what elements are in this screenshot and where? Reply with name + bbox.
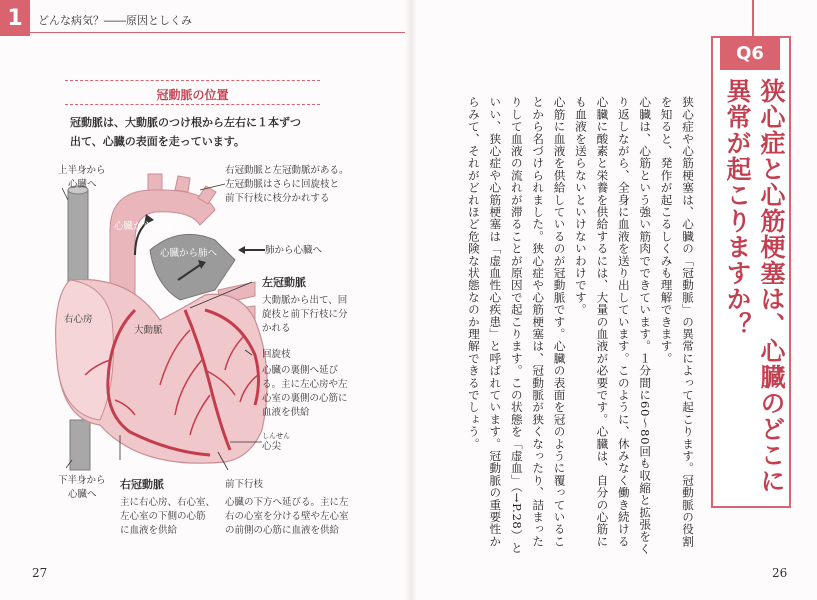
label-lower-to-heart: 心臓へ bbox=[68, 489, 97, 500]
figure-desc-line-1: 冠動脈は、大動脈のつけ根から左右に１本ずつ bbox=[70, 116, 301, 129]
lca-description bbox=[262, 294, 392, 336]
lad-desc-2: 右の心室を分ける壁や左心室 bbox=[225, 511, 349, 522]
lad-description bbox=[225, 496, 395, 538]
circ-desc-1: 心臓の裏側へ延び bbox=[262, 365, 339, 376]
rca-description bbox=[120, 496, 240, 538]
page-number-right: 26 bbox=[772, 566, 788, 580]
label-apex-ruby: しんせん bbox=[262, 432, 290, 440]
body-paragraph-1: 狭心症や心筋梗塞は、心臓の「冠動脈」の異常によって起こります。冠動脈の役割を知ると、発作が起こるしくみも理解できます。 bbox=[659, 96, 695, 548]
label-upper-body: 上半身から bbox=[58, 165, 106, 176]
circ-desc-4: 血液を供給 bbox=[262, 407, 310, 418]
label-heart-to-lung: 心臓から肺へ bbox=[160, 248, 218, 259]
note-line-3: 前下行枝に枝分かれする bbox=[225, 193, 330, 204]
label-lung-to-heart: 肺から心臓へ bbox=[265, 245, 323, 256]
body-paragraph-2: 心臓は、心筋という強い筋肉でできています。１分間に60～80回も収縮と拡張をくり返しながら、全身に血液を送り出しています。このように、休みなく働き続ける心臓に酸素と栄養を供給するには、大量の血液が必要です。心臓は、自分の心筋にも血液を送らないといけないわけです。 bbox=[573, 96, 653, 555]
chapter-number-badge: 1 bbox=[0, 0, 30, 36]
label-upper-to-heart: 心臓へ bbox=[68, 179, 97, 190]
rca-desc-3: に血液を供給 bbox=[120, 525, 178, 536]
label-heart-to-body: 心臓から全身へ bbox=[114, 221, 181, 232]
label-aorta: 大動脈 bbox=[134, 325, 163, 336]
book-gutter bbox=[405, 0, 417, 600]
circ-description bbox=[262, 364, 392, 420]
right-atrium-shape bbox=[56, 280, 114, 420]
lca-desc-3: かれる bbox=[262, 323, 291, 334]
question-top-rule bbox=[752, 0, 754, 36]
body-text bbox=[458, 96, 698, 556]
aortic-branch-1 bbox=[148, 174, 162, 190]
label-right-atrium: 右心房 bbox=[64, 314, 93, 325]
header-rule bbox=[30, 32, 405, 33]
arrow-from-lung-head bbox=[238, 246, 245, 254]
lca-desc-1: 大動脈から出て、回 bbox=[262, 295, 348, 306]
circ-desc-2: る。主に左心房や左 bbox=[262, 379, 348, 390]
body-paragraph-3: 心筋に血液を供給しているのが冠動脈です。心臓の表面を冠のように覆っていることから名づけられました。狭心症や心筋梗塞は、冠動脈が狭くなったり、詰まったりして血液の流れが滞ることが原因で起こります。この状態を「虚血」（→P.28）といい、狭心症や心筋梗塞は「虚血性心疾患」と呼ばれています。冠動脈の重要性からみて、それがどれほど危険な状態なのか理解できるでしょう。 bbox=[466, 96, 567, 554]
note-line-1: 右冠動脈と左冠動脈がある。 bbox=[225, 165, 349, 176]
lca-desc-2: 旋枝と前下行枝に分 bbox=[262, 309, 348, 320]
figure-desc-line-2: 出て、心臓の表面を走っています。 bbox=[70, 135, 245, 148]
inferior-vena-cava bbox=[70, 420, 90, 470]
lad-desc-3: の前側の心筋に血液を供給 bbox=[225, 525, 340, 536]
note-line-2: 左冠動脈はさらに回旋枝と bbox=[225, 179, 340, 190]
figure-rule-top bbox=[65, 80, 320, 81]
label-apex: 心尖 bbox=[262, 441, 282, 452]
question-number-badge: Q6 bbox=[720, 36, 780, 70]
lca-title: 左冠動脈 bbox=[262, 276, 306, 289]
figure-rule-bottom bbox=[65, 104, 320, 105]
circ-desc-3: 心室の裏側の心筋に bbox=[262, 393, 348, 404]
page-number-left: 27 bbox=[32, 566, 48, 580]
rca-desc-1: 主に右心房、右心室、 bbox=[120, 497, 216, 508]
label-lower-body: 下半身から bbox=[58, 475, 106, 486]
note-coronary-split bbox=[225, 164, 405, 206]
rca-title: 右冠動脈 bbox=[120, 478, 164, 491]
lad-desc-1: 心臓の下方へ延びる。主に左 bbox=[225, 497, 349, 508]
lad-title: 前下行枝 bbox=[225, 479, 264, 490]
chapter-title: どんな病気？――原因としくみ bbox=[38, 14, 192, 27]
figure-title: 冠動脈の位置 bbox=[156, 88, 229, 102]
aortic-branch-2 bbox=[175, 176, 190, 192]
rca-desc-2: 左心室の下側の心筋 bbox=[120, 511, 206, 522]
question-title: 狭心症と心筋梗塞は、心臓のどこに異常が起こりますか？ bbox=[723, 78, 786, 494]
leader-note bbox=[200, 184, 225, 190]
figure-description bbox=[70, 113, 320, 151]
circ-title: 回旋枝 bbox=[262, 349, 291, 360]
